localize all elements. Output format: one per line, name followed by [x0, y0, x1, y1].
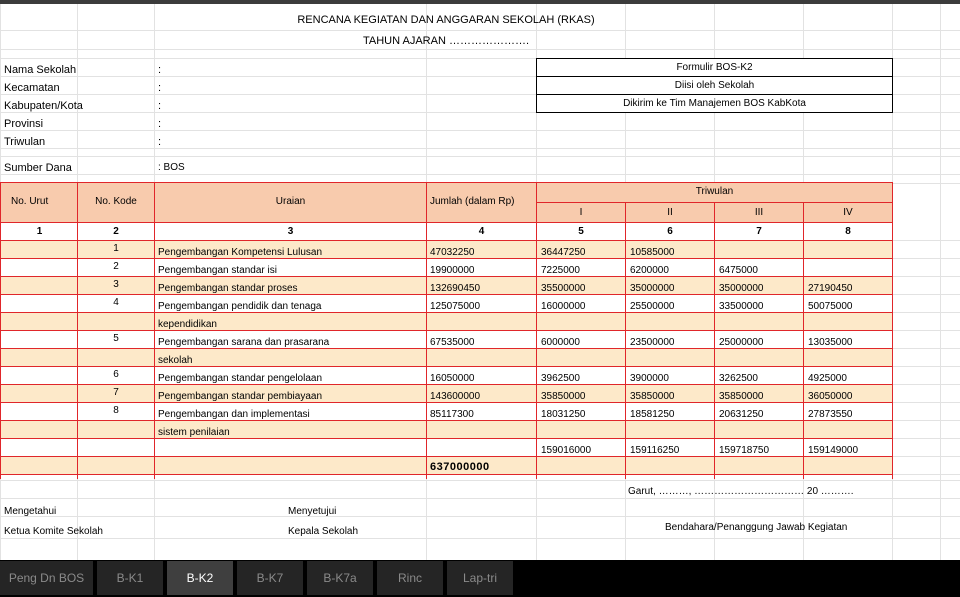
cell-q1[interactable]: 18031250	[541, 409, 586, 420]
tab-lap-tri[interactable]: Lap-tri	[447, 561, 513, 595]
col-number-3: 3	[287, 226, 294, 237]
footer-mengetahui: Mengetahui	[4, 506, 57, 517]
cell-q3[interactable]: 3262500	[719, 373, 758, 384]
cell-uraian[interactable]: Pengembangan standar proses	[158, 283, 298, 294]
cell-q2[interactable]: 25500000	[630, 301, 675, 312]
label-kabupaten: Kabupaten/Kota	[4, 100, 83, 112]
col-number-4: 4	[478, 226, 485, 237]
cell-kode[interactable]: 7	[113, 387, 119, 398]
value-nama-sekolah[interactable]: :	[158, 64, 162, 76]
form-box-line1: Formulir BOS-K2	[676, 62, 753, 73]
table-border-line	[77, 182, 78, 479]
grid-row-line	[0, 49, 960, 50]
header-quarter-3: III	[754, 207, 764, 218]
cell-q3[interactable]: 35000000	[719, 283, 764, 294]
cell-uraian[interactable]: Pengembangan standar pengelolaan	[158, 373, 323, 384]
table-border-line	[892, 182, 893, 479]
grid-row-line	[0, 498, 960, 499]
cell-kode[interactable]: 1	[113, 243, 119, 254]
tab-b-k7a[interactable]: B-K7a	[307, 561, 373, 595]
table-border-line	[0, 474, 893, 475]
cell-q2[interactable]: 35000000	[630, 283, 675, 294]
cell-uraian[interactable]: kependidikan	[158, 319, 217, 330]
grid-col-line	[940, 4, 941, 560]
footer-kepala-sekolah: Kepala Sekolah	[288, 526, 359, 537]
label-triwulan: Triwulan	[4, 136, 46, 148]
cell-q4[interactable]: 50075000	[808, 301, 853, 312]
form-box-line3: Dikirim ke Tim Manajemen BOS KabKota	[623, 98, 806, 109]
table-row	[1, 420, 892, 438]
table-border-line	[0, 312, 893, 313]
cell-q4[interactable]: 27190450	[808, 283, 853, 294]
cell-kode[interactable]: 8	[113, 405, 119, 416]
header-no-urut: No. Urut	[11, 196, 49, 207]
table-border-line	[0, 182, 893, 183]
grid-row-line	[0, 174, 960, 175]
table-border-line	[0, 240, 893, 241]
sheet-title: RENCANA KEGIATAN DAN ANGGARAN SEKOLAH (RKAS)	[297, 14, 595, 26]
cell-uraian[interactable]: Pengembangan pendidik dan tenaga	[158, 301, 322, 312]
header-uraian: Uraian	[275, 196, 306, 207]
grid-row-line	[0, 30, 960, 31]
tab-peng-dn-bos[interactable]: Peng Dn BOS	[0, 561, 93, 595]
header-jumlah: Jumlah (dalam Rp)	[430, 196, 515, 207]
tab-b-k2[interactable]: B-K2	[167, 561, 233, 595]
grid-row-line	[0, 480, 960, 481]
col-number-5: 5	[578, 226, 584, 237]
cell-kode[interactable]: 6	[113, 369, 119, 380]
cell-q3[interactable]: 25000000	[719, 337, 764, 348]
value-kabupaten[interactable]: :	[158, 100, 162, 112]
cell-jumlah[interactable]: 637000000	[430, 461, 490, 473]
table-border-line	[154, 182, 155, 479]
form-box-line2: Diisi oleh Sekolah	[674, 80, 755, 91]
cell-kode[interactable]: 2	[113, 261, 119, 272]
cell-q3[interactable]: 35850000	[719, 391, 764, 402]
label-provinsi: Provinsi	[4, 118, 44, 130]
cell-jumlah[interactable]: 47032250	[430, 247, 475, 258]
cell-uraian[interactable]: Pengembangan Kompetensi Lulusan	[158, 247, 323, 258]
label-nama-sekolah: Nama Sekolah	[4, 64, 77, 76]
table-border-line	[0, 366, 893, 367]
cell-q1[interactable]: 159016000	[541, 445, 592, 456]
cell-q4[interactable]: 36050000	[808, 391, 853, 402]
cell-q2[interactable]: 23500000	[630, 337, 675, 348]
tab-b-k1[interactable]: B-K1	[97, 561, 163, 595]
cell-uraian[interactable]: sekolah	[158, 355, 193, 366]
cell-uraian[interactable]: Pengembangan standar pembiayaan	[158, 391, 323, 402]
table-border-line	[0, 402, 893, 403]
cell-q3[interactable]: 20631250	[719, 409, 764, 420]
table-border-line	[0, 420, 893, 421]
grid-row-line	[0, 538, 960, 539]
table-border-line	[0, 384, 893, 385]
cell-q2[interactable]: 159116250	[630, 445, 680, 456]
table-row	[1, 312, 892, 330]
table-border-line	[426, 182, 427, 479]
label-kecamatan: Kecamatan	[4, 82, 60, 94]
cell-jumlah[interactable]: 19900000	[430, 265, 475, 276]
cell-q1[interactable]: 7225000	[541, 265, 580, 276]
table-border-line	[0, 222, 893, 223]
header-triwulan: Triwulan	[695, 186, 734, 197]
cell-q1[interactable]: 35500000	[541, 283, 586, 294]
footer-bendahara: Bendahara/Penanggung Jawab Kegiatan	[665, 522, 848, 533]
table-row	[1, 348, 892, 366]
col-number-8: 8	[845, 226, 851, 237]
table-border-line	[536, 182, 537, 479]
cell-uraian[interactable]: sistem penilaian	[158, 427, 230, 438]
value-provinsi[interactable]: :	[158, 118, 162, 130]
sheet-tab-bar	[0, 560, 960, 597]
tab-b-k7[interactable]: B-K7	[237, 561, 303, 595]
form-box-divider	[537, 76, 892, 77]
table-border-line	[0, 438, 893, 439]
cell-q1[interactable]: 36447250	[541, 247, 586, 258]
col-number-2: 2	[113, 226, 119, 237]
cell-uraian[interactable]: Pengembangan dan implementasi	[158, 409, 310, 420]
cell-q1[interactable]: 3962500	[541, 373, 580, 384]
cell-q4[interactable]: 159149000	[808, 445, 859, 456]
cell-uraian[interactable]: Pengembangan sarana dan prasarana	[158, 337, 330, 348]
grid-row-line	[0, 130, 960, 131]
cell-q1[interactable]: 35850000	[541, 391, 586, 402]
cell-q4[interactable]: 13035000	[808, 337, 853, 348]
table-border-line	[0, 456, 893, 457]
cell-q3[interactable]: 6475000	[719, 265, 758, 276]
col-number-7: 7	[756, 226, 762, 237]
header-quarter-4: IV	[843, 207, 853, 218]
cell-q2[interactable]: 6200000	[630, 265, 669, 276]
cell-q3[interactable]: 33500000	[719, 301, 764, 312]
cell-jumlah[interactable]: 125075000	[430, 301, 481, 312]
label-sumber-dana: Sumber Dana	[4, 162, 72, 174]
footer-menyetujui: Menyetujui	[288, 506, 337, 517]
grid-row-line	[0, 148, 960, 149]
table-border-line	[0, 294, 893, 295]
table-border-line	[803, 202, 804, 479]
footer-place-date: Garut, ………, …………………………… 20 ……….	[628, 486, 854, 497]
footer-ketua-komite: Ketua Komite Sekolah	[4, 526, 103, 537]
cell-kode[interactable]: 5	[113, 333, 119, 344]
cell-jumlah[interactable]: 132690450	[430, 283, 481, 294]
table-border-line	[0, 182, 1, 479]
cell-jumlah[interactable]: 67535000	[430, 337, 475, 348]
cell-q1[interactable]: 16000000	[541, 301, 586, 312]
grid-row-line	[0, 156, 960, 157]
cell-q4[interactable]: 27873550	[808, 409, 853, 420]
value-sumber-dana[interactable]: : BOS	[158, 162, 185, 173]
col-number-1: 1	[36, 226, 43, 237]
sheet-subtitle: TAHUN AJARAN ………………….	[362, 35, 530, 47]
cell-uraian[interactable]: Pengembangan standar isi	[158, 265, 277, 276]
value-triwulan[interactable]: :	[158, 136, 162, 148]
table-border-line	[714, 202, 715, 479]
table-border-line	[0, 348, 893, 349]
cell-q2[interactable]: 18581250	[630, 409, 675, 420]
cell-jumlah[interactable]: 143600000	[430, 391, 481, 402]
cell-kode[interactable]: 4	[113, 297, 119, 308]
value-kecamatan[interactable]: :	[158, 82, 162, 94]
table-border-line	[0, 330, 893, 331]
table-border-line	[0, 258, 893, 259]
col-number-6: 6	[667, 226, 673, 237]
grid-row-line	[0, 516, 960, 517]
cell-q2[interactable]: 10585000	[630, 247, 675, 258]
cell-jumlah[interactable]: 16050000	[430, 373, 475, 384]
form-box-divider	[537, 94, 892, 95]
table-border-line	[625, 202, 626, 479]
cell-q2[interactable]: 3900000	[630, 373, 669, 384]
cell-q3[interactable]: 159718750	[719, 445, 770, 456]
cell-q2[interactable]: 35850000	[630, 391, 675, 402]
header-quarter-2: II	[667, 207, 673, 218]
cell-kode[interactable]: 3	[113, 279, 119, 290]
table-border-line	[0, 276, 893, 277]
header-quarter-1: I	[579, 207, 583, 218]
cell-jumlah[interactable]: 85117300	[430, 409, 474, 420]
tab-rinc[interactable]: Rinc	[377, 561, 443, 595]
header-no-kode: No. Kode	[95, 196, 137, 207]
cell-q4[interactable]: 4925000	[808, 373, 847, 384]
window-top-bar	[0, 0, 960, 4]
cell-q1[interactable]: 6000000	[541, 337, 580, 348]
